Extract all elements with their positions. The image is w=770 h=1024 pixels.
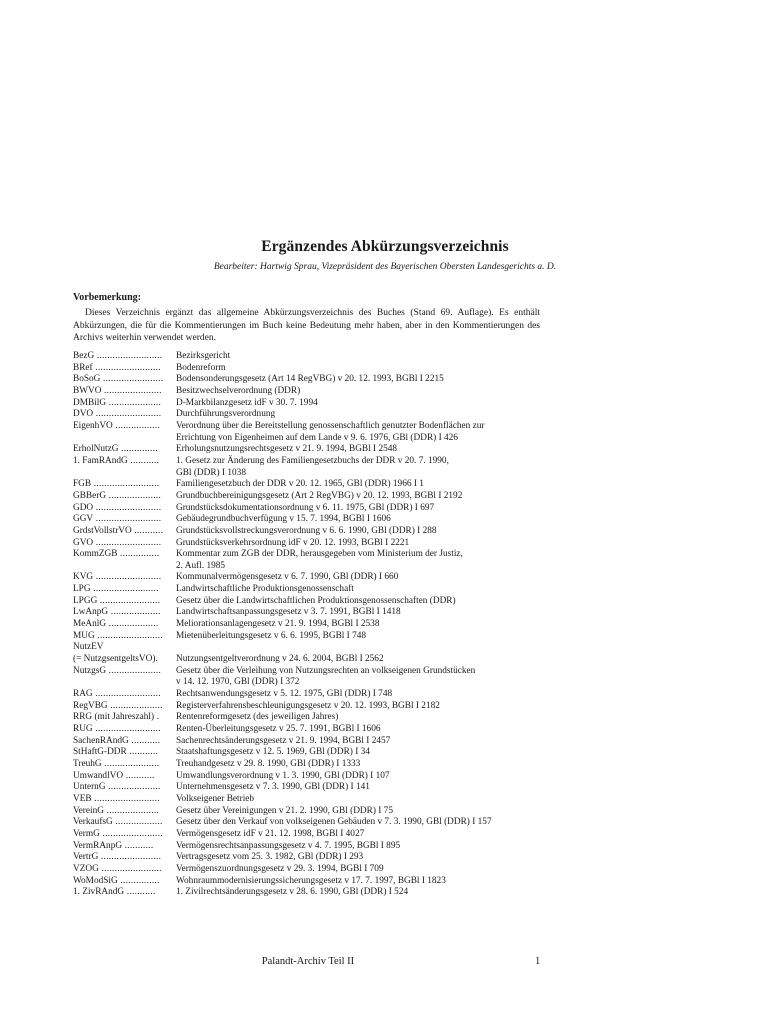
abbreviation-description: Sachenrechtsänderungsgesetz v 21. 9. 1994, BGBl I 2457 xyxy=(176,735,391,746)
abbreviation-term: 1. ZivRÄndG xyxy=(73,887,125,898)
abbreviation-description: D-Markbilanzgesetz idF v 30. 7. 1994 xyxy=(176,397,318,408)
leader-dots: ................... xyxy=(106,619,159,630)
abbreviation-entry xyxy=(73,619,543,631)
abbreviation-term-cell xyxy=(73,386,176,398)
abbreviation-description: 1. Zivilrechtsänderungsgesetz v 28. 6. 1990, GBl (DDR) I 524 xyxy=(176,887,409,898)
abbreviation-description: Grundbuchbereinigungsgesetz (Art 2 RegVBG) v 20. 12. 1993, BGBl I 2192 xyxy=(176,490,463,501)
abbreviation-term-cell xyxy=(73,491,176,503)
abbreviation-term-cell xyxy=(73,479,176,491)
abbreviation-entry xyxy=(73,666,543,689)
abbreviation-term-cell xyxy=(73,666,176,689)
leader-dots: ........... xyxy=(124,887,156,898)
preliminary-note-text xyxy=(73,307,540,345)
leader-dots: ................... xyxy=(108,607,161,618)
preliminary-note-paragraph: Dieses Verzeichnis ergänzt das allgemeine Abkürzungsverzeichnis des Buches (Stand 69. Auflage). Es enthält Abkürzungen, die für die Kommentierungen im Buch keine Bedeutung mehr haben, aber in den Kommentierungen des Archivs weiterhin verwendet werden. xyxy=(73,308,540,344)
abbreviation-term-cell xyxy=(73,712,176,724)
abbreviation-entry xyxy=(73,398,543,410)
abbreviation-entry xyxy=(73,584,543,596)
abbreviation-term-cell xyxy=(73,619,176,631)
abbreviation-entry xyxy=(73,782,543,794)
abbreviation-entry xyxy=(73,689,543,701)
abbreviation-term: GrdstVollstrVO xyxy=(73,525,132,536)
abbreviation-term-cell xyxy=(73,584,176,596)
abbreviation-entry xyxy=(73,642,543,654)
abbreviation-description: Bodenreform xyxy=(176,362,226,373)
leader-dots: ............... xyxy=(117,549,160,560)
abbreviation-term-cell xyxy=(73,514,176,526)
abbreviation-term: NutzgsG xyxy=(73,665,107,676)
abbreviation-term: LPGG xyxy=(73,595,98,606)
abbreviation-entry xyxy=(73,852,543,864)
abbreviation-term: RegVBG xyxy=(73,700,108,711)
abbreviation-entry xyxy=(73,864,543,876)
abbreviation-description: Unternehmensgesetz v 7. 3. 1990, GBl (DDR) I 141 xyxy=(176,782,370,793)
abbreviation-term-cell xyxy=(73,829,176,841)
abbreviation-entry xyxy=(73,876,543,888)
abbreviation-term-cell xyxy=(73,549,176,572)
leader-dots: . xyxy=(155,654,159,665)
abbreviation-term: BezG xyxy=(73,351,95,361)
abbreviation-term: GDO xyxy=(73,502,94,513)
abbreviation-entry xyxy=(73,724,543,736)
abbreviation-term: VEB xyxy=(73,793,92,804)
abbreviation-term: RÜG xyxy=(73,724,93,734)
abbreviation-description: Umwandlungsverordnung v 1. 3. 1990, GBl (DDR) I 107 xyxy=(176,770,390,781)
leader-dots: .................... xyxy=(106,665,162,676)
abbreviation-entry xyxy=(73,456,543,479)
leader-dots: ....................... xyxy=(98,852,162,863)
abbreviation-description: Kommentar zum ZGB der DDR, herausgegeben vom Ministerium der Justiz, 2. Aufl. 1985 xyxy=(176,549,463,571)
abbreviation-term-cell xyxy=(73,631,176,643)
abbreviation-description: Wohnraummodernisierungssicherungsgesetz v 17. 7. 1997, BGBl I 1823 xyxy=(176,875,446,886)
page-number: 1 xyxy=(535,956,541,967)
abbreviation-term: WoModSiG xyxy=(73,875,118,886)
abbreviation-term-cell xyxy=(73,724,176,736)
abbreviation-description: Gesetz über Vereinigungen v 21. 2. 1990, GBl (DDR) I 75 xyxy=(176,805,393,816)
abbreviation-entry xyxy=(73,444,543,456)
abbreviation-description: Gesetz über die Verleihung von Nutzungsrechten an volkseigenen Grundstücken v 14. 12. 1970, GBl (DDR) I 372 xyxy=(176,665,476,688)
abbreviation-entry xyxy=(73,841,543,853)
leader-dots: .............. xyxy=(118,444,158,455)
abbreviation-entry xyxy=(73,526,543,538)
leader-dots: .................... xyxy=(105,782,161,793)
abbreviation-entry xyxy=(73,549,543,572)
leader-dots: . xyxy=(154,712,160,723)
abbreviation-term: 1. FamRÄndG xyxy=(73,455,128,466)
abbreviation-entry xyxy=(73,479,543,491)
abbreviation-term: MÜG xyxy=(73,630,95,641)
abbreviation-term: UnternG xyxy=(73,782,106,793)
abbreviation-entry xyxy=(73,572,543,584)
abbreviation-entry xyxy=(73,887,543,899)
leader-dots: ....................... xyxy=(100,374,164,385)
abbreviation-term: StHaftG-DDR xyxy=(73,747,127,758)
abbreviation-term: VerkaufsG xyxy=(73,817,113,828)
leader-dots: ........... xyxy=(122,840,154,851)
abbreviation-description: 1. Gesetz zur Änderung des Familiengesetzbuchs der DDR v 20. 7. 1990, GBl (DDR) I 1038 xyxy=(176,455,449,478)
abbreviation-term-cell xyxy=(73,794,176,806)
abbreviation-term: BRef xyxy=(73,362,93,373)
abbreviation-term: ErholNutzG xyxy=(73,444,119,455)
abbreviation-description: Verordnung über die Bereitstellung genossenschaftlich genutzter Bodenflächen zur Errichtung von Eigenheimen auf dem Lande v 9. 6. 1976, GBl (DDR) I 426 xyxy=(176,420,485,443)
abbreviation-term: RRG (mit Jahreszahl) xyxy=(73,712,155,723)
abbreviation-term-cell xyxy=(73,876,176,888)
abbreviation-term: FGB xyxy=(73,479,92,490)
abbreviation-term-cell xyxy=(73,526,176,538)
abbreviation-term-cell xyxy=(73,607,176,619)
leader-dots: ....................... xyxy=(97,595,161,606)
abbreviation-term-cell xyxy=(73,782,176,794)
abbreviation-term: BWVO xyxy=(73,385,102,396)
abbreviation-term: GVO xyxy=(73,537,94,548)
abbreviation-entry xyxy=(73,503,543,515)
abbreviation-description: Kommunalvermögensgesetz v 6. 7. 1990, GBl (DDR) I 660 xyxy=(176,572,399,583)
abbreviation-term-cell xyxy=(73,374,176,386)
abbreviation-term-cell xyxy=(73,503,176,515)
leader-dots: ........... xyxy=(131,525,164,536)
abbreviation-term-cell xyxy=(73,596,176,608)
abbreviation-entry xyxy=(73,829,543,841)
abbreviation-entry xyxy=(73,491,543,503)
abbreviation-entry xyxy=(73,386,543,398)
leader-dots: ................. xyxy=(112,420,161,431)
abbreviation-description: Bezirksgericht xyxy=(176,351,231,361)
abbreviation-term-cell xyxy=(73,759,176,771)
abbreviation-term-cell xyxy=(73,864,176,876)
abbreviation-entry xyxy=(73,514,543,526)
abbreviation-term: DVO xyxy=(73,409,94,420)
leader-dots: ......................... xyxy=(92,724,161,734)
document-title: Ergänzendes Abkürzungsverzeichnis xyxy=(261,238,509,255)
leader-dots: ............... xyxy=(117,875,160,886)
abbreviation-description: Vertragsgesetz vom 25. 3. 1982, GBl (DDR) I 293 xyxy=(176,852,364,863)
leader-dots: ......................... xyxy=(91,479,160,490)
abbreviation-description: Landwirtschaftsanpassungsgesetz v 3. 7. 1991, BGBl I 1418 xyxy=(176,607,401,618)
abbreviation-description: Registerverfahrensbeschleunigungsgesetz v 20. 12. 1993, BGBl I 2182 xyxy=(176,700,440,711)
abbreviation-entry xyxy=(73,596,543,608)
leader-dots: ......................... xyxy=(90,584,159,595)
abbreviation-entry xyxy=(73,701,543,713)
abbreviation-description xyxy=(176,642,543,654)
abbreviation-term-cell xyxy=(73,572,176,584)
leader-dots: .................. xyxy=(112,817,163,828)
abbreviation-entry xyxy=(73,794,543,806)
leader-dots: ......................... xyxy=(93,409,162,420)
leader-dots: ........... xyxy=(127,455,160,466)
abbreviation-entry xyxy=(73,409,543,421)
abbreviation-description: Landwirtschaftliche Produktionsgenossenschaft xyxy=(176,584,354,595)
abbreviation-term-cell xyxy=(73,771,176,783)
abbreviation-description: Renten-Überleitungsgesetz v 25. 7. 1991, BGBl I 1606 xyxy=(176,724,381,734)
abbreviation-entry xyxy=(73,351,543,363)
abbreviation-entry xyxy=(73,759,543,771)
abbreviation-term: TreuhG xyxy=(73,758,102,769)
abbreviation-description: Besitzwechselverordnung (DDR) xyxy=(176,385,301,396)
abbreviation-term-cell xyxy=(73,689,176,701)
leader-dots: ......................... xyxy=(94,630,163,641)
abbreviation-description: Grundstücksvollstreckungsverordnung v 6. 6. 1990, GBl (DDR) I 288 xyxy=(176,525,437,536)
abbreviation-description: Gebäudegrundbuchverfügung v 15. 7. 1994, BGBl I 1606 xyxy=(176,514,391,525)
leader-dots: ......................... xyxy=(94,351,163,361)
abbreviation-term: NutzEV xyxy=(73,642,104,653)
abbreviation-entry xyxy=(73,712,543,724)
abbreviation-entry xyxy=(73,421,543,444)
abbreviation-term: BoSoG xyxy=(73,374,101,385)
abbreviation-term-cell xyxy=(73,747,176,759)
abbreviation-description: Nutzungsentgeltverordnung v 24. 6. 2004, BGBl I 2562 xyxy=(176,654,384,665)
abbreviation-description: Durchführungsverordnung xyxy=(176,409,276,420)
abbreviation-term: LwAnpG xyxy=(73,607,109,618)
abbreviation-term-cell xyxy=(73,817,176,829)
leader-dots: .................... xyxy=(103,805,160,816)
abbreviation-term: EigenhVO xyxy=(73,420,113,431)
abbreviation-entry xyxy=(73,806,543,818)
abbreviation-term: GBBerG xyxy=(73,490,107,501)
abbreviation-term-cell xyxy=(73,887,176,899)
abbreviation-list xyxy=(73,351,543,899)
abbreviation-term: MeAnlG xyxy=(73,619,107,630)
abbreviation-term-cell xyxy=(73,363,176,375)
preliminary-note-heading: Vorbemerkung: xyxy=(73,292,141,303)
abbreviation-description: Grundstücksdokumentationsordnung v 6. 11. 1975, GBl (DDR) I 697 xyxy=(176,502,435,513)
abbreviation-entry xyxy=(73,771,543,783)
abbreviation-description: Gesetz über die Landwirtschaftlichen Produktionsgenossenschaften (DDR) xyxy=(176,595,456,606)
leader-dots: ..................... xyxy=(101,758,160,769)
abbreviation-description: Vermögensrechtsanpassungsgesetz v 4. 7. 1995, BGBl I 895 xyxy=(176,840,401,851)
footer-title: Palandt-Archiv Teil II xyxy=(261,956,355,967)
abbreviation-term-cell xyxy=(73,654,176,666)
abbreviation-description: Erholungsnutzungsrechtsgesetz v 21. 9. 1994, BGBl I 2548 xyxy=(176,444,398,455)
abbreviation-entry xyxy=(73,538,543,550)
abbreviation-term-cell xyxy=(73,701,176,713)
abbreviation-term-cell xyxy=(73,642,176,654)
abbreviation-term: VermG xyxy=(73,828,100,839)
abbreviation-description: Grundstücksverkehrsordnung idF v 20. 12. 1993, BGBl I 2221 xyxy=(176,537,410,548)
abbreviation-description: Staatshaftungsgesetz v 12. 5. 1969, GBl (DDR) I 34 xyxy=(176,747,370,758)
leader-dots: .................... xyxy=(107,700,163,711)
abbreviation-entry xyxy=(73,654,543,666)
abbreviation-description: Bodensonderungsgesetz (Art 14 RegVBG) v 20. 12. 1993, BGBl I 2215 xyxy=(176,374,444,385)
abbreviation-term-cell xyxy=(73,852,176,864)
abbreviation-entry xyxy=(73,631,543,643)
abbreviation-entry xyxy=(73,747,543,759)
abbreviation-term-cell xyxy=(73,421,176,444)
leader-dots: ......................... xyxy=(92,362,161,373)
leader-dots: ......................... xyxy=(93,514,162,525)
abbreviation-term: VertrG xyxy=(73,852,99,863)
leader-dots: ......................... xyxy=(93,537,162,548)
abbreviation-description: Meliorationsanlagengesetz v 21. 9. 1994, BGBl I 2538 xyxy=(176,619,380,630)
leader-dots: ......................... xyxy=(93,572,162,583)
leader-dots: ....................... xyxy=(99,828,163,839)
abbreviation-term-cell xyxy=(73,841,176,853)
leader-dots: ......................... xyxy=(93,502,162,513)
leader-dots: ........... xyxy=(126,747,159,758)
abbreviation-description: Volkseigener Betrieb xyxy=(176,793,255,804)
abbreviation-term: GGV xyxy=(73,514,94,525)
leader-dots: ........... xyxy=(123,770,155,781)
abbreviation-term: UmwandlVO xyxy=(73,770,124,781)
leader-dots: ......................... xyxy=(92,689,161,700)
abbreviation-term: KommZGB xyxy=(73,549,118,560)
abbreviation-term-cell xyxy=(73,806,176,818)
leader-dots: ......................... xyxy=(91,793,160,804)
abbreviation-description: Gesetz über den Verkauf von volkseigenen Gebäuden v 7. 3. 1990, GBl (DDR) I 157 xyxy=(176,817,492,828)
abbreviation-description: Vermögensgesetz idF v 21. 12. 1998, BGBl I 4027 xyxy=(176,828,365,839)
abbreviation-term-cell xyxy=(73,456,176,479)
abbreviation-term-cell xyxy=(73,736,176,748)
leader-dots: ...................... xyxy=(101,385,162,396)
document-subtitle: Bearbeiter: Hartwig Sprau, Vizepräsident des Bayerischen Obersten Landesgerichts a. D. xyxy=(213,262,557,272)
abbreviation-description: Familiengesetzbuch der DDR v 20. 12. 1965, GBl (DDR) 1966 I 1 xyxy=(176,479,424,490)
abbreviation-description: Rechtsanwendungsgesetz v 5. 12. 1975, GBl (DDR) I 748 xyxy=(176,689,393,700)
abbreviation-term-cell xyxy=(73,538,176,550)
abbreviation-description: Treuhandgesetz v 29. 8. 1990, GBl (DDR) I 1333 xyxy=(176,758,361,769)
abbreviation-entry xyxy=(73,363,543,375)
abbreviation-term-cell xyxy=(73,409,176,421)
abbreviation-term: VZOG xyxy=(73,863,99,874)
abbreviation-term: DMBilG xyxy=(73,397,107,408)
abbreviation-term: RAG xyxy=(73,689,93,700)
abbreviation-term-cell xyxy=(73,398,176,410)
leader-dots: ........... xyxy=(128,735,161,746)
abbreviation-entry xyxy=(73,607,543,619)
abbreviation-term-cell xyxy=(73,351,176,363)
abbreviation-entry xyxy=(73,736,543,748)
abbreviation-term: (= NutzgsentgeltsVO) xyxy=(73,654,156,665)
abbreviation-description: Rentenreformgesetz (des jeweiligen Jahres) xyxy=(176,712,339,723)
leader-dots: .................... xyxy=(106,397,162,408)
abbreviation-entry xyxy=(73,817,543,829)
abbreviation-entry xyxy=(73,374,543,386)
abbreviation-term: LPG xyxy=(73,584,91,595)
abbreviation-term: SachenRÄndG xyxy=(73,735,129,746)
abbreviation-term-cell xyxy=(73,444,176,456)
abbreviation-description: Mietenüberleitungsgesetz v 6. 6. 1995, BGBl I 748 xyxy=(176,630,367,641)
abbreviation-term: VereinG xyxy=(73,805,104,816)
abbreviation-term: KVG xyxy=(73,572,94,583)
leader-dots: .................... xyxy=(106,490,162,501)
leader-dots: ....................... xyxy=(98,863,162,874)
abbreviation-description: Vermögenszuordnungsgesetz v 29. 3. 1994, BGBl I 709 xyxy=(176,863,384,874)
abbreviation-term: VermRAnpG xyxy=(73,840,123,851)
